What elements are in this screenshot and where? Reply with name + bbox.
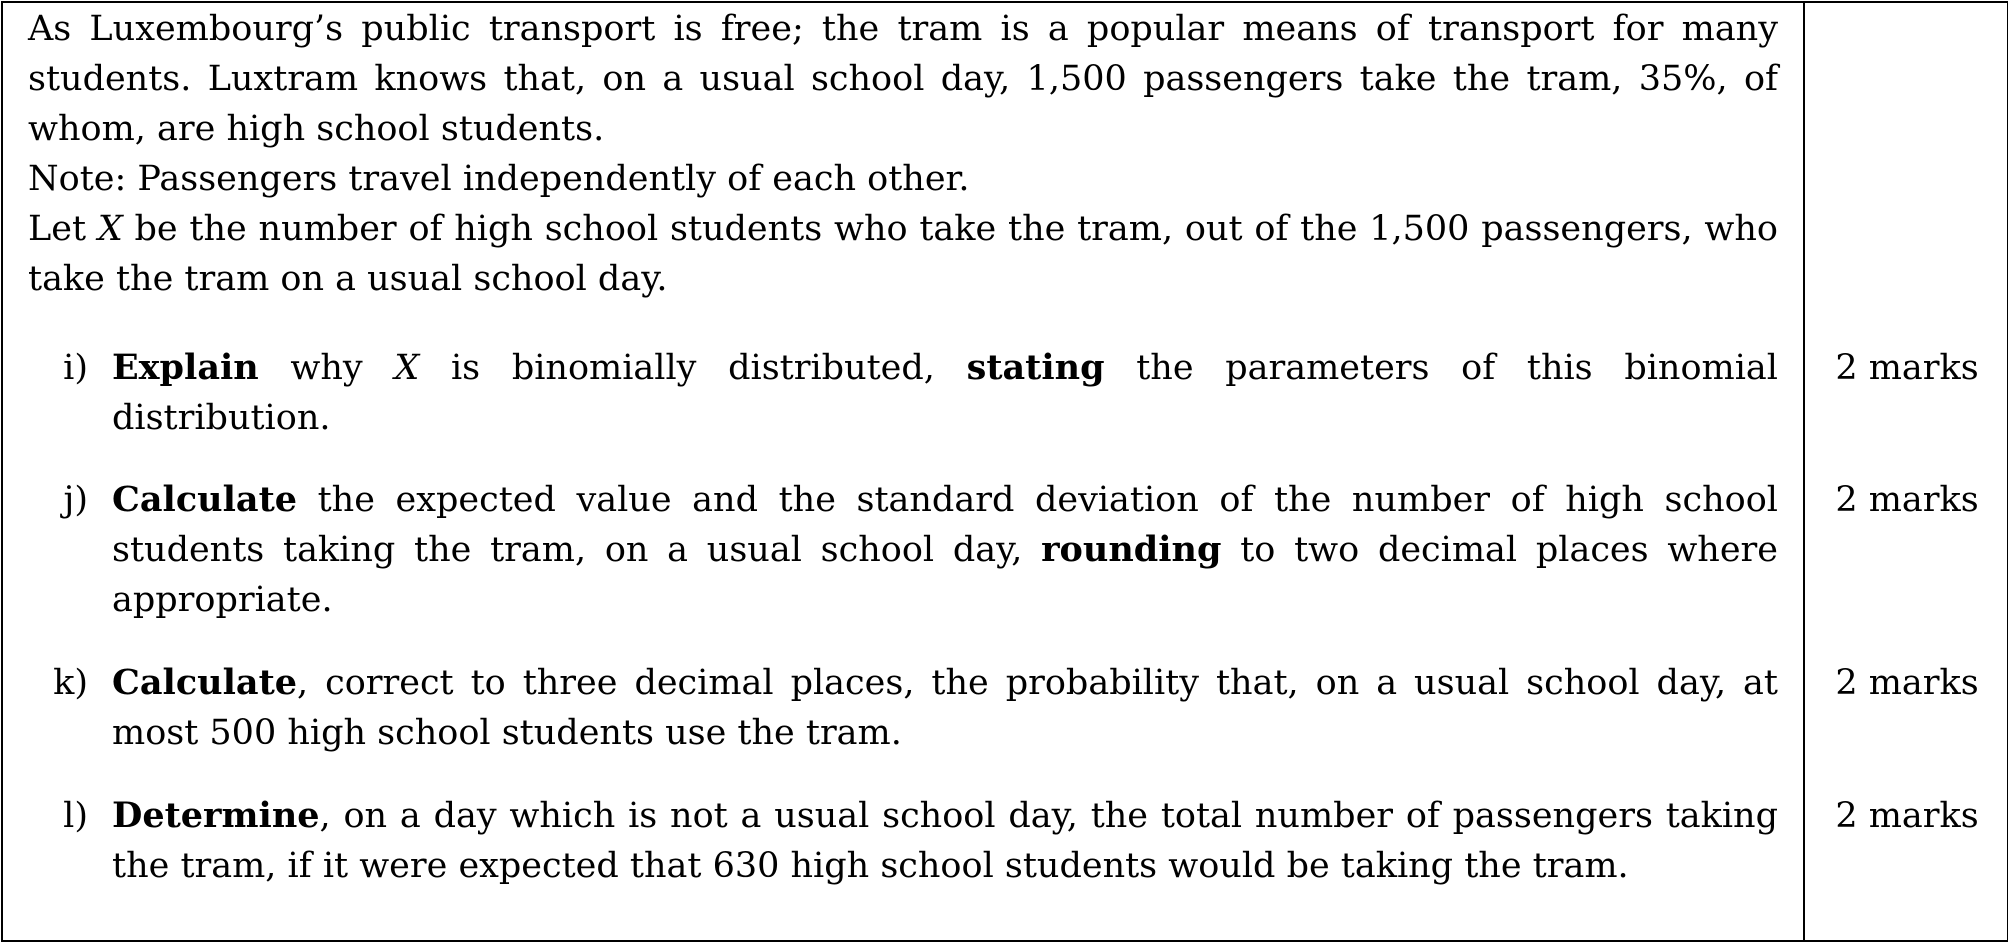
- question-label: k): [53, 663, 88, 703]
- marks-k: 2 marks: [1835, 663, 1979, 703]
- let-text-b: be the number of high school students who take the tram, out of the 1,500 passengers, who take the tram on a usual school day.: [28, 209, 1778, 299]
- let-text-a: Let: [28, 209, 98, 249]
- marks-j: 2 marks: [1835, 480, 1979, 520]
- question-text-part: to two decimal places where appropriate.: [112, 530, 1778, 620]
- question-text: [112, 791, 1778, 891]
- intro-text: [28, 4, 1778, 304]
- question-text-part: the expected value and the standard deviation of the number of high school students taking the tram, on a usual school day,: [112, 480, 1778, 570]
- marks-l: 2 marks: [1835, 796, 1979, 836]
- question-text: [112, 658, 1778, 758]
- intro-note: Note: Passengers travel independently of each other.: [28, 159, 970, 199]
- command-word: Calculate: [112, 479, 297, 520]
- question-text-part: , correct to three decimal places, the probability that, on a usual school day, at most 500 high school students use the tram.: [112, 663, 1778, 753]
- command-word: stating: [966, 347, 1105, 388]
- question-table: [1, 1, 2008, 942]
- variable-x: X: [97, 209, 123, 249]
- question-text-part: , on a day which is not a usual school day, the total number of passengers taking the tram, if it were expected that 630 high school students would be taking the tram.: [112, 796, 1778, 886]
- command-word: Calculate: [112, 662, 297, 703]
- command-word: Determine: [112, 795, 320, 836]
- question-label: i): [63, 348, 88, 388]
- question-text-part: the parameters of this binomial distribution.: [112, 348, 1778, 438]
- question-label: j): [63, 480, 88, 520]
- command-word: Explain: [112, 347, 259, 388]
- question-column: [28, 3, 1778, 886]
- intro-paragraph: As Luxembourg’s public transport is free; the tram is a popular means of transport for many students. Luxtram knows that, on a usual school day, 1,500 passengers take the tram, 35%, of whom, are high school students.: [28, 9, 1778, 149]
- question-label: l): [63, 796, 88, 836]
- variable-x: X: [394, 348, 420, 388]
- question-text: [112, 343, 1778, 443]
- command-word: rounding: [1041, 529, 1222, 570]
- question-text-part: is binomially distributed,: [419, 348, 967, 388]
- question-text-part: why: [258, 348, 395, 388]
- intro-let: [28, 204, 1778, 304]
- marks-i: 2 marks: [1835, 348, 1979, 388]
- question-text: [112, 475, 1778, 625]
